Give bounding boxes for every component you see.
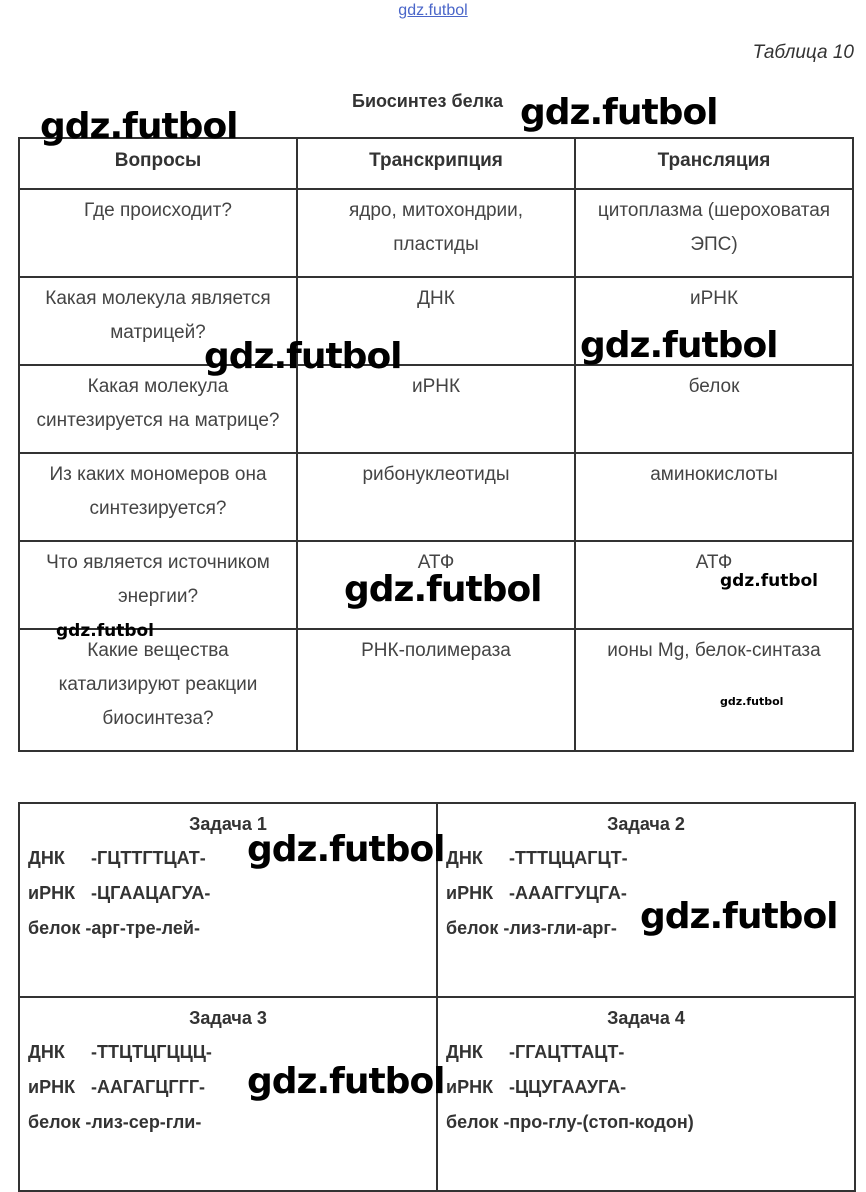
translation-cell: АТФ	[575, 541, 853, 629]
dna-line: ДНК -ТТТЦЦАГЦТ-	[446, 848, 628, 868]
protein-line: белок -лиз-сер-гли-	[28, 1112, 202, 1132]
dna-line: ДНК -ГГАЦТТАЦТ-	[446, 1042, 625, 1062]
watermark: gdz.futbol	[720, 695, 784, 708]
table-number-label: Таблица 10	[752, 42, 854, 63]
rna-line: иРНК -ААГАГЦГГГ-	[28, 1077, 206, 1097]
biosynthesis-table	[18, 137, 854, 752]
watermark: gdz.futbol	[640, 896, 838, 937]
protein-line: белок -лиз-гли-арг-	[446, 918, 617, 938]
watermark: gdz.futbol	[40, 106, 238, 147]
question-cell: Какие вещества катализируют реакции биосинтеза?	[19, 629, 297, 751]
table-row	[19, 365, 853, 453]
watermark: gdz.futbol	[247, 1061, 445, 1102]
transcription-cell: рибонуклеотиды	[297, 453, 575, 541]
task-card	[437, 997, 855, 1191]
transcription-cell: АТФ	[297, 541, 575, 629]
question-cell: Где происходит?	[19, 189, 297, 277]
transcription-cell: ДНК	[297, 277, 575, 365]
protein-line: белок -арг-тре-лей-	[28, 918, 200, 938]
site-link[interactable]: gdz.futbol	[398, 2, 468, 19]
table-row	[19, 629, 853, 751]
rna-line: иРНК -ЦЦУГААУГА-	[446, 1077, 627, 1097]
watermark: gdz.futbol	[204, 336, 402, 377]
translation-cell: аминокислоты	[575, 453, 853, 541]
task-title: Задача 3	[189, 1008, 267, 1028]
rna-line: иРНК -ЦГААЦАГУА-	[28, 883, 211, 903]
question-cell: Что является источником энергии?	[19, 541, 297, 629]
header-transcription: Транскрипция	[297, 138, 575, 189]
translation-cell: цитоплазма (шероховатая ЭПС)	[575, 189, 853, 277]
transcription-cell: иРНК	[297, 365, 575, 453]
watermark: gdz.futbol	[344, 569, 542, 610]
dna-line: ДНК -ГЦТТГТЦАТ-	[28, 848, 206, 868]
task-title: Задача 2	[607, 814, 685, 834]
transcription-cell: РНК-полимераза	[297, 629, 575, 751]
translation-cell: иРНК	[575, 277, 853, 365]
protein-line: белок -про-глу-(стоп-кодон)	[446, 1112, 694, 1132]
question-cell: Из каких мономеров она синтезируется?	[19, 453, 297, 541]
question-cell: Какая молекула синтезируется на матрице?	[19, 365, 297, 453]
rna-line: иРНК -АААГГУЦГА-	[446, 883, 627, 903]
question-cell: Какая молекула является матрицей?	[19, 277, 297, 365]
task-title: Задача 1	[189, 814, 267, 834]
watermark: gdz.futbol	[247, 829, 445, 870]
header-questions: Вопросы	[19, 138, 297, 189]
transcription-cell: ядро, митохондрии, пластиды	[297, 189, 575, 277]
header-translation: Трансляция	[575, 138, 853, 189]
translation-cell: белок	[575, 365, 853, 453]
watermark: gdz.futbol	[520, 92, 718, 133]
translation-cell: ионы Mg, белок-синтаза	[575, 629, 853, 751]
table-title: Биосинтез белка	[352, 91, 504, 111]
table-row	[19, 189, 853, 277]
table-row	[19, 453, 853, 541]
watermark: gdz.futbol	[56, 621, 154, 641]
watermark: gdz.futbol	[720, 571, 818, 591]
task-title: Задача 4	[607, 1008, 685, 1028]
watermark: gdz.futbol	[580, 325, 778, 366]
dna-line: ДНК -ТТЦТЦГЦЦЦ-	[28, 1042, 212, 1062]
